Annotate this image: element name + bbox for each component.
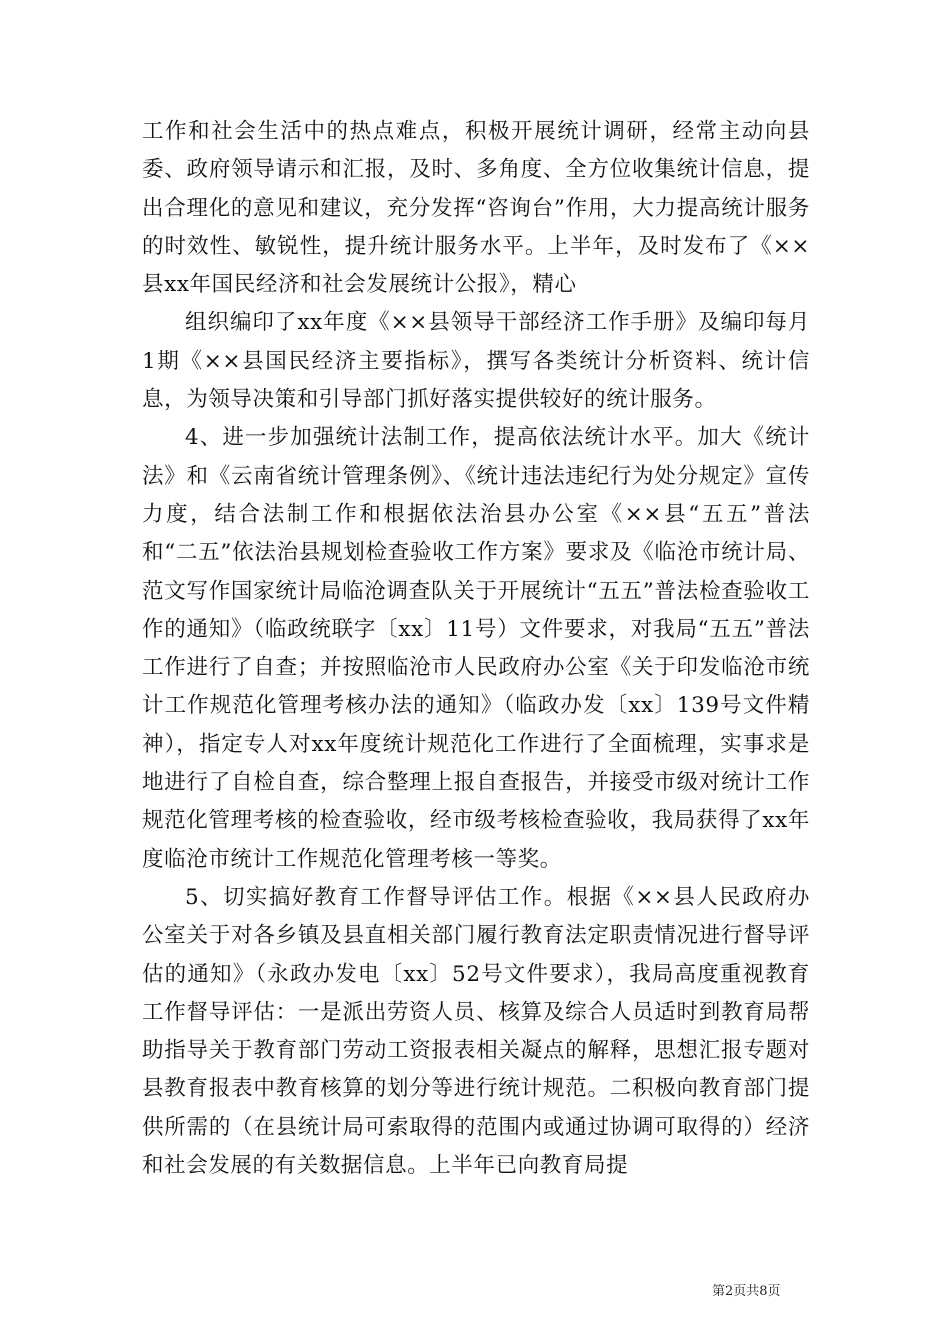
paragraph-2: 组织编印了xx年度《××县领导干部经济工作手册》及编印每月1期《××县国民经济主要指标》，撰写各类统计分析资料、统计信息，为领导决策和引导部门抓好落实提供较好的统计服务。 <box>142 310 810 413</box>
paragraph-1: 工作和社会生活中的热点难点，积极开展统计调研，经常主动向县委、政府领导请示和汇报，及时、多角度、全方位收集统计信息，提出合理化的意见和建议，充分发挥“咨询台”作用，大力提高统计服务的时效性、敏锐性，提升统计服务水平。上半年，及时发布了《××县xx年国民经济和社会发展统计公报》，精心 <box>142 119 810 298</box>
paragraph-3: 4、进一步加强统计法制工作，提高依法统计水平。加大《统计法》和《云南省统计管理条例》、《统计违法违纪行为处分规定》宣传力度，结合法制工作和根据依法治县办公室《××县“五五”普法和“二五”依法治县规划检查验收工作方案》要求及《临沧市统计局、范文写作国家统计局临沧调查队关于开展统计“五五”普法检查验收工作的通知》（临政统联字〔xx〕11号）文件要求，对我局“五五”普法工作进行了自查；并按照临沧市人民政府办公室《关于印发临沧市统计工作规范化管理考核办法的通知》（临政办发〔xx〕139号文件精神），指定专人对xx年度统计规范化工作进行了全面梳理，实事求是地进行了自检自查，综合整理上报自查报告，并接受市级对统计工作规范化管理考核的检查验收，经市级考核检查验收，我局获得了xx年度临沧市统计工作规范化管理考核一等奖。 <box>142 425 810 872</box>
page-number: 第2页共8页 <box>712 1284 781 1299</box>
paragraph-4: 5、切实搞好教育工作督导评估工作。根据《××县人民政府办公室关于对各乡镇及县直相关部门履行教育法定职责情况进行督导评估的通知》（永政办发电〔xx〕52号文件要求），我局高度重视教育工作督导评估：一是派出劳资人员、核算及综合人员适时到教育局帮助指导关于教育部门劳动工资报表相关凝点的解释，思想汇报专题对县教育报表中教育核算的划分等进行统计规范。二积极向教育部门提供所需的（在县统计局可索取得的范围内或通过协调可取得的）经济和社会发展的有关数据信息。上半年已向教育局提 <box>142 884 810 1179</box>
document-body <box>142 113 810 1185</box>
